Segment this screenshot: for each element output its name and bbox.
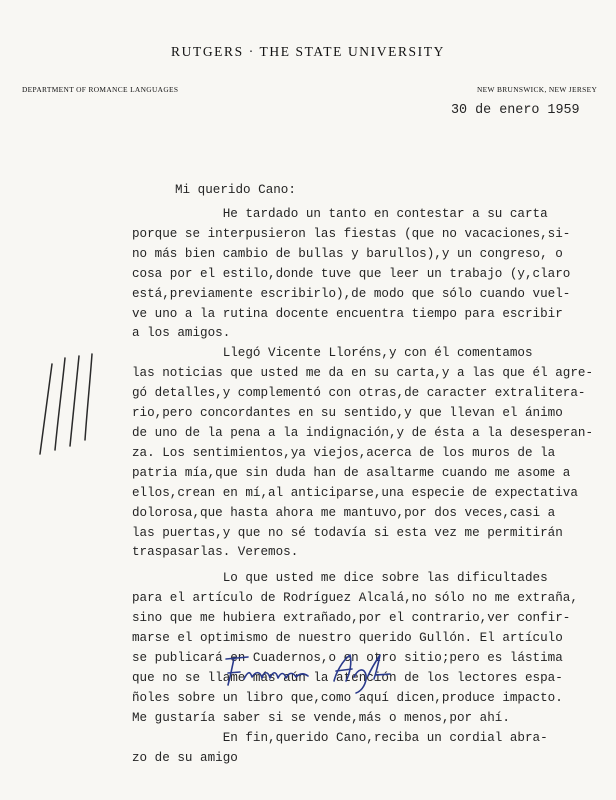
body-line: porque se interpusieron las fiestas (que no vacaciones,si- bbox=[132, 227, 571, 241]
body-line: rio,pero concordantes en su sentido,y que llevan el ánimo bbox=[132, 406, 563, 420]
body-line: se publicará en Cuadernos,o en otro sitio;pero es lástima bbox=[132, 651, 563, 665]
body-line: que no se llame más aún la atención de los lectores espa- bbox=[132, 671, 563, 685]
body-line: He tardado un tanto en contestar a su carta bbox=[132, 207, 548, 221]
letterhead-location: NEW BRUNSWICK, NEW JERSEY bbox=[477, 85, 598, 94]
body-line: las puertas,y que no sé todavía si esta vez me permitirán bbox=[132, 526, 563, 540]
body-line: Lo que usted me dice sobre las dificultades bbox=[132, 571, 548, 585]
letterhead-department: DEPARTMENT OF ROMANCE LANGUAGES bbox=[22, 85, 179, 94]
body-line: cosa por el estilo,donde tuve que leer un trabajo (y,claro bbox=[132, 267, 571, 281]
margin-pencil-marks bbox=[30, 352, 100, 460]
body-line: ñoles sobre un libro que,como aquí dicen,produce impacto. bbox=[132, 691, 563, 705]
body-line: sino que me hubiera extrañado,por el contrario,ver confir- bbox=[132, 611, 571, 625]
body-line: a los amigos. bbox=[132, 326, 231, 340]
body-line: ellos,crean en mí,al anticiparse,una especie de expectativa bbox=[132, 486, 578, 500]
body-line: Llegó Vicente Lloréns,y con él comentamos bbox=[132, 346, 533, 360]
body-line: para el artículo de Rodríguez Alcalá,no sólo no me extraña, bbox=[132, 591, 578, 605]
body-line: patria mía,que sin duda han de asaltarme cuando me asome a bbox=[132, 466, 571, 480]
letter-date: 30 de enero 1959 bbox=[451, 103, 580, 118]
body-line: traspasarlas. Veremos. bbox=[132, 545, 299, 559]
body-line: las noticias que usted me da en su carta,y a las que él agre- bbox=[132, 366, 594, 380]
handwritten-signature bbox=[218, 647, 398, 695]
body-line: za. Los sentimientos,ya viejos,acerca de los muros de la bbox=[132, 446, 556, 460]
letterhead-university: RUTGERS · THE STATE UNIVERSITY bbox=[171, 44, 445, 59]
body-line: En fin,querido Cano,reciba un cordial abra- bbox=[132, 731, 548, 745]
body-line: marse el optimismo de nuestro querido Gullón. El artículo bbox=[132, 631, 563, 645]
body-line: ve uno a la rutina docente encuentra tiempo para escribir bbox=[132, 307, 563, 321]
body-line: no más bien cambio de bullas y barullos),y un congreso, o bbox=[132, 247, 563, 261]
body-line: de uno de la pena a la indignación,y de ésta a la desesperan- bbox=[132, 426, 594, 440]
body-line: dolorosa,que hasta ahora me mantuvo,por dos veces,casi a bbox=[132, 506, 556, 520]
letter-salutation: Mi querido Cano: bbox=[175, 183, 296, 197]
body-line: zo de su amigo bbox=[132, 751, 238, 765]
body-line: Me gustaría saber si se vende,más o menos,por ahí. bbox=[132, 711, 510, 725]
body-line: está,previamente escribirlo),de modo que sólo cuando vuel- bbox=[132, 287, 571, 301]
body-line: gó detalles,y complementó con otras,de caracter extralitera- bbox=[132, 386, 586, 400]
